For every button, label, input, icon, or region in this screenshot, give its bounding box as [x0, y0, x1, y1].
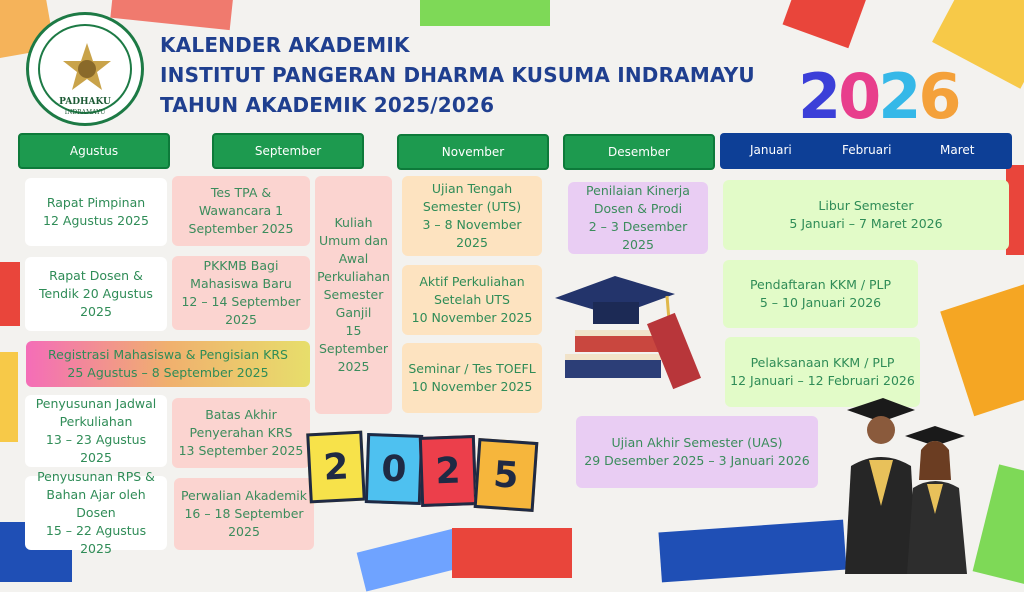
year-2025-tile: 2 — [419, 435, 477, 507]
event-line: 12 Januari – 12 Februari 2026 — [730, 373, 915, 388]
deco-brick-left-yellow — [0, 352, 18, 442]
event-line: Semester (UTS) — [422, 199, 522, 214]
event-line: 15 – 22 Agustus 2025 — [45, 523, 147, 556]
event-line: Semester — [323, 287, 384, 302]
event-line: Mahasiswa Baru — [190, 276, 292, 291]
event-line: Dosen & Prodi — [593, 201, 683, 216]
event-pendaftaran-kkm — [723, 260, 918, 328]
deco-brick-right-green — [973, 464, 1024, 585]
event-line: Bahan Ajar oleh — [46, 487, 146, 502]
event-line: Umum dan — [319, 233, 388, 248]
event-line: September 2025 — [188, 221, 294, 236]
event-line: Seminar / Tes TOEFL — [408, 361, 536, 376]
graduates-illustration — [835, 396, 975, 574]
books-graduation-cap-illustration — [555, 268, 715, 398]
event-line: Dosen — [76, 505, 116, 520]
event-line: Libur Semester — [818, 198, 914, 213]
logo-name: PADHAKU — [59, 97, 111, 107]
event-line: Pendaftaran KKM / PLP — [749, 277, 892, 292]
event-line: 2 – 3 Desember 2025 — [588, 219, 688, 252]
event-penyusunan-rps — [25, 469, 167, 556]
event-line: 2025 — [337, 359, 370, 374]
event-rapat-dosen — [25, 257, 167, 331]
event-line: Wawancara 1 — [198, 203, 284, 218]
event-line: Rapat Pimpinan — [46, 195, 146, 210]
event-line: Ujian Tengah — [431, 181, 513, 196]
event-line: PKKMB Bagi — [203, 258, 279, 273]
logo-city: INDRAMAYU — [64, 109, 106, 116]
event-line: 25 Agustus – 8 September 2025 — [67, 365, 269, 380]
deco-brick-top-red2 — [783, 0, 868, 48]
event-tes-tpa — [172, 176, 310, 246]
event-line: Perkuliahan — [59, 414, 133, 429]
event-line: 12 Agustus 2025 — [43, 213, 149, 228]
year-2026-digit: 0 — [838, 60, 879, 133]
deco-brick-bottom-lightblue — [357, 528, 464, 591]
event-penyusunan-jadwal — [25, 395, 167, 467]
event-line: Penilaian Kinerja — [586, 183, 690, 198]
event-line: 12 – 14 September — [181, 294, 301, 309]
event-rapat-pimpinan — [25, 178, 167, 246]
event-line: 10 November 2025 — [411, 379, 533, 394]
event-line: 5 Januari – 7 Maret 2026 — [789, 216, 943, 231]
event-toefl — [402, 343, 542, 413]
event-line: Tes TPA & — [210, 185, 272, 200]
event-line: 2025 — [456, 235, 488, 250]
year-2026-digit: 2 — [878, 60, 919, 133]
event-perwalian — [174, 478, 314, 550]
event-line: 13 – 23 Agustus 2025 — [45, 432, 147, 465]
event-line: Ujian Akhir Semester (UAS) — [611, 435, 783, 450]
deco-brick-left-red — [0, 262, 20, 326]
event-line: Rapat Dosen & — [49, 268, 143, 283]
event-kuliah-umum — [315, 176, 392, 414]
year-2025-tile: 0 — [365, 433, 423, 505]
event-penilaian-kinerja — [568, 182, 708, 254]
month-label-maret: Maret — [940, 143, 975, 157]
event-uas — [576, 416, 818, 488]
deco-brick-top-green — [420, 0, 550, 26]
event-line: Penyusunan RPS & — [37, 469, 155, 484]
deco-brick-bottom-navy — [658, 520, 846, 583]
month-header-desember: Desember — [563, 134, 715, 170]
event-line: 29 Desember 2025 – 3 Januari 2026 — [584, 453, 810, 468]
title-line-1: KALENDER AKADEMIK — [160, 33, 410, 57]
logo-emblem-icon — [59, 41, 115, 97]
event-line: 5 – 10 Januari 2026 — [759, 295, 882, 310]
event-registrasi-krs — [26, 341, 310, 387]
deco-brick-top-red — [110, 0, 233, 30]
event-line: 2025 — [225, 312, 257, 327]
event-line: Kuliah — [334, 215, 373, 230]
event-line: Perkuliahan — [317, 269, 390, 284]
title-line-2: INSTITUT PANGERAN DHARMA KUSUMA INDRAMAYU — [160, 63, 755, 87]
event-line: September — [318, 341, 389, 356]
year-2025-tile: 5 — [474, 438, 539, 512]
event-line: 13 September 2025 — [178, 443, 304, 458]
event-line: Tendik 20 Agustus — [39, 286, 153, 301]
deco-brick-bottom-red — [452, 528, 572, 578]
month-label-februari: Februari — [842, 143, 892, 157]
month-header-agustus: Agustus — [18, 133, 170, 169]
event-uts — [402, 176, 542, 256]
year-2025-tile: 2 — [306, 431, 366, 504]
month-header-november: November — [397, 134, 549, 170]
event-line: Perwalian Akademik — [180, 488, 308, 503]
event-line: Penyusunan Jadwal — [35, 396, 157, 411]
event-line: 2025 — [80, 304, 112, 319]
event-line: 2025 — [228, 524, 260, 539]
month-label-januari: Januari — [750, 143, 792, 157]
event-line: 3 – 8 November — [422, 217, 522, 232]
event-line: 15 — [345, 323, 362, 338]
event-line: Ganjil — [335, 305, 372, 320]
title-line-3: TAHUN AKADEMIK 2025/2026 — [160, 93, 495, 117]
institute-logo — [26, 12, 144, 126]
year-2026-digit: 2 — [798, 60, 839, 133]
event-line: 10 November 2025 — [411, 310, 533, 325]
event-line: Penyerahan KRS — [189, 425, 293, 440]
month-header-jan-mar — [720, 133, 1012, 169]
event-line: Pelaksanaan KKM / PLP — [750, 355, 895, 370]
event-pkkmb — [172, 256, 310, 330]
month-header-september: September — [212, 133, 364, 169]
event-line: Batas Akhir — [205, 407, 277, 422]
event-aktif-perkuliahan — [402, 265, 542, 335]
year-2026-digit: 6 — [918, 60, 959, 133]
event-line: Awal — [338, 251, 369, 266]
event-line: Registrasi Mahasiswa & Pengisian KRS — [48, 347, 288, 362]
year-2026-badge — [798, 60, 959, 133]
event-line: Setelah UTS — [434, 292, 510, 307]
event-line: Aktif Perkuliahan — [419, 274, 525, 289]
event-libur-semester — [723, 180, 1009, 250]
event-line: 16 – 18 September — [184, 506, 304, 521]
event-batas-krs — [172, 398, 310, 468]
